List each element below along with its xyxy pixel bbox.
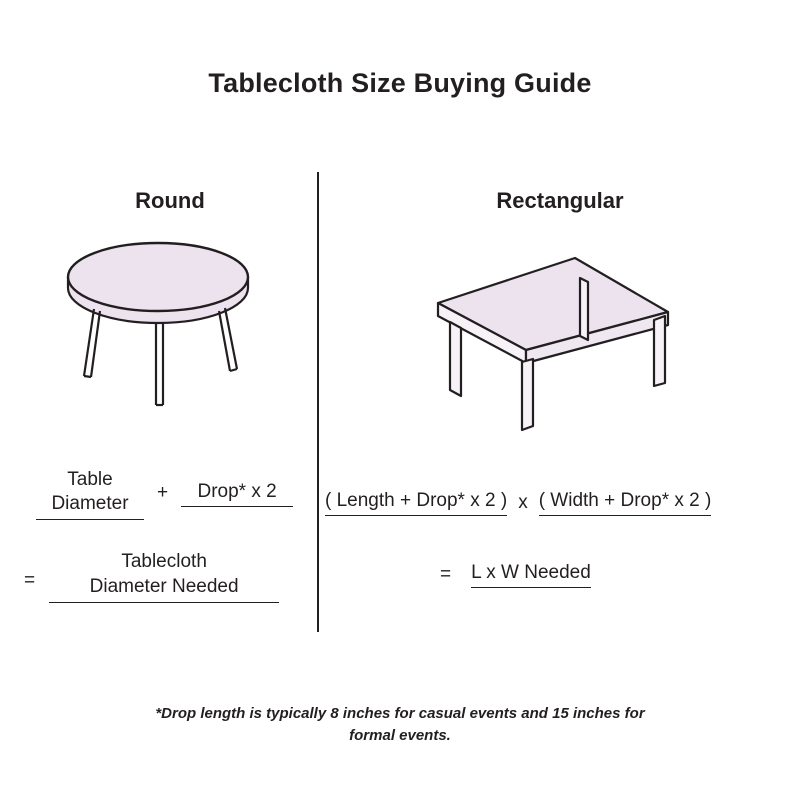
round-term-line1: Table bbox=[67, 469, 113, 490]
rectangular-table-illustration bbox=[430, 240, 695, 445]
round-table-illustration bbox=[60, 235, 290, 430]
round-operator-plus: + bbox=[157, 481, 169, 503]
round-formula-line1 bbox=[36, 468, 306, 520]
footnote: *Drop length is typically 8 inches for casual events and 15 inches for formal events. bbox=[155, 705, 645, 744]
round-equals-sign: = bbox=[24, 570, 36, 591]
round-result-line1: Tablecloth bbox=[121, 551, 207, 572]
rect-formula-line2 bbox=[440, 562, 770, 588]
rect-formula-line1 bbox=[325, 490, 795, 516]
rect-equals-sign: = bbox=[440, 564, 452, 585]
round-term-table-diameter bbox=[36, 468, 144, 520]
round-term-drop: Drop* x 2 bbox=[181, 481, 293, 507]
column-divider bbox=[317, 172, 319, 632]
round-result-line2: Diameter Needed bbox=[89, 575, 239, 597]
rect-term-width: ( Width + Drop* x 2 ) bbox=[539, 490, 712, 516]
column-heading-round: Round bbox=[135, 188, 205, 213]
round-formula-line2 bbox=[24, 550, 314, 603]
rect-term-length: ( Length + Drop* x 2 ) bbox=[325, 490, 507, 516]
round-result bbox=[49, 550, 279, 603]
page-title: Tablecloth Size Buying Guide bbox=[208, 68, 592, 98]
column-heading-rectangular: Rectangular bbox=[496, 188, 624, 213]
round-term-line2: Diameter bbox=[51, 492, 129, 514]
rect-result: L x W Needed bbox=[471, 562, 591, 588]
rect-operator-times: x bbox=[518, 492, 528, 513]
